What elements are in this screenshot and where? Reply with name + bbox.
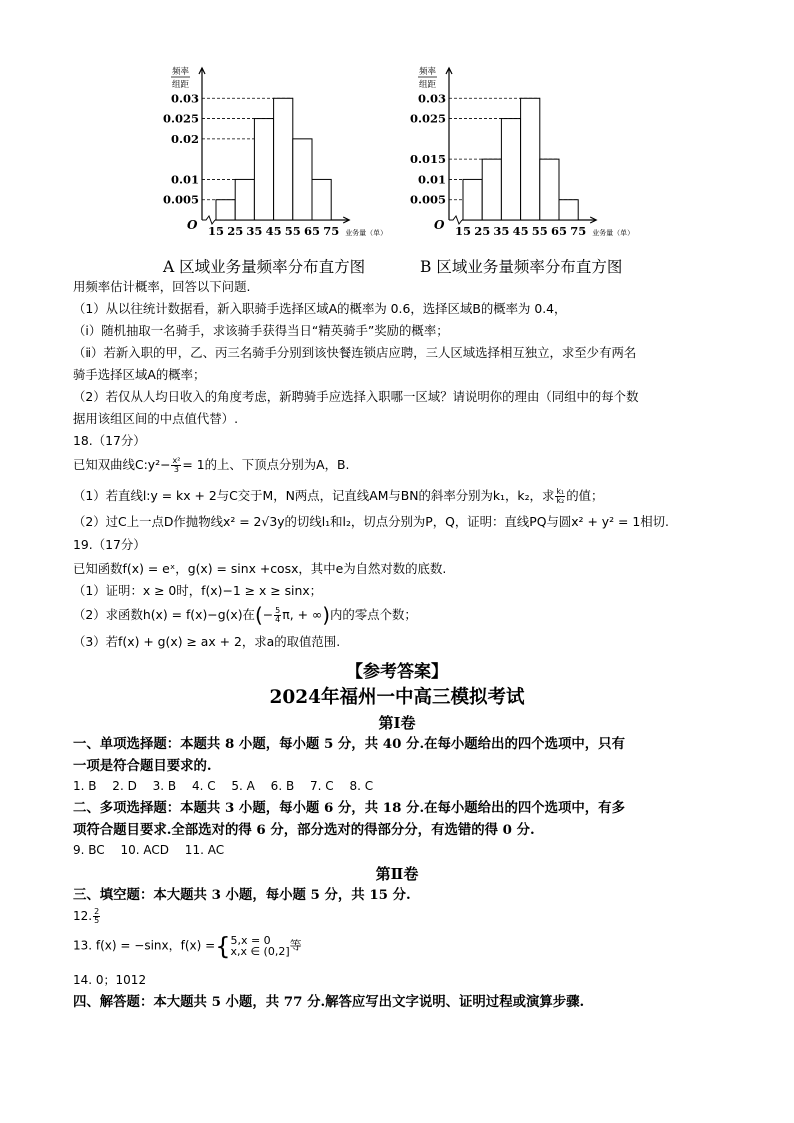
q18-part1 <box>73 488 603 505</box>
y-tick-label: 0.01 <box>417 172 446 187</box>
q18-part2: （2）过C上一点D作抛物线x² = 2√3y的切线l₁和l₂，切点分别为P，Q，证明：直线PQ与圆x² + y² = 1相切. <box>73 514 669 529</box>
frac-den: 5 <box>94 916 100 925</box>
y-tick-label: 0.03 <box>417 91 446 106</box>
x-tick-label: 65 <box>550 224 568 238</box>
y-label-top: 频率 <box>172 67 190 77</box>
answer-14: 14. 0；1012 <box>73 973 147 987</box>
answer-12-label: 12. <box>73 909 93 923</box>
y-tick-label: 0.03 <box>170 91 199 106</box>
histogram-bar <box>274 98 293 220</box>
fraction-k1-over-k2 <box>555 488 565 505</box>
y-label-bottom: 组距 <box>172 80 190 90</box>
x-tick-label: 15 <box>207 224 225 238</box>
x-tick-label: 35 <box>246 224 263 238</box>
paren-right: ) <box>322 603 331 627</box>
x-tick-label: 35 <box>493 224 510 238</box>
answer-12 <box>73 908 101 925</box>
q18-line1-pre: 已知双曲线C:y²− <box>73 457 171 472</box>
answer-13-pre: 13. f(x) = −sinx，f(x) = <box>73 938 216 953</box>
reference-answer-title: 【参考答案】 <box>346 662 448 682</box>
y-tick-label: 0.005 <box>162 192 199 207</box>
section1-answers: 1. B 2. D 3. B 4. C 5. A 6. B 7. C 8. C <box>73 779 374 793</box>
caption-region-b: B 区域业务量频率分布直方图 <box>420 258 623 276</box>
q18-part1-post: 的值； <box>566 488 604 503</box>
section2-line1: 二、多项选择题：本题共 3 小题，每小题 6 分，共 18 分.在每小题给出的四个选项中，有多 <box>73 800 625 816</box>
exam-title: 2024年福州一中高三模拟考试 <box>269 687 525 708</box>
y-tick-label: 0.005 <box>409 192 446 207</box>
q18-part1-pre: （1）若直线l:y = kx + 2与C交于M，N两点，记直线AM与BN的斜率分别为k₁，k₂，求 <box>73 488 555 503</box>
q17-part2-line1: （2）若仅从人均日收入的角度考虑，新聘骑手应选择入职哪一区域？请说明你的理由（同组中的每个数 <box>73 389 639 404</box>
frac-num: x² <box>172 456 181 465</box>
origin-label: O <box>187 218 198 232</box>
frac-den: 4 <box>275 615 281 624</box>
histogram-bar <box>216 200 235 220</box>
section3-heading: 三、填空题：本大题共 3 小题，每小题 5 分，共 15 分. <box>73 887 411 903</box>
minus-sign: − <box>262 607 274 622</box>
frac-den: 3 <box>173 465 179 474</box>
q19-part2-pre: （2）求函数h(x) = f(x)−g(x)在 <box>73 607 255 622</box>
origin-label: O <box>434 218 445 232</box>
q19-part3: （3）若f(x) + g(x) ≥ ax + 2，求a的取值范围. <box>73 634 341 649</box>
fraction-x2-over-3 <box>171 457 181 474</box>
q18-line1-post: = 1的上、下顶点分别为A，B. <box>182 457 350 472</box>
y-tick-label: 0.015 <box>409 152 446 167</box>
q17-part1-ii-line2: 骑手选择区域A的概率； <box>73 367 206 382</box>
histogram-bar <box>293 139 312 220</box>
section1-line2: 一项是符合题目要求的. <box>73 758 212 774</box>
q19-part1: （1）证明：x ≥ 0时，f(x)−1 ≥ x ≥ sinx； <box>73 583 323 598</box>
x-tick-label: 15 <box>454 224 472 238</box>
x-tick-label: 65 <box>303 224 321 238</box>
x-tick-label: 45 <box>265 224 282 238</box>
section2-answers: 9. BC 10. ACD 11. AC <box>73 843 225 857</box>
frac-num: k₁ <box>556 487 565 496</box>
frac-num: 5 <box>275 606 281 615</box>
y-label-bottom: 组距 <box>419 80 437 90</box>
x-tick-label: 75 <box>323 224 340 238</box>
fraction-5-over-4 <box>274 607 281 624</box>
y-tick-label: 0.025 <box>162 111 199 126</box>
section2-line2: 项符合题目要求.全部选对的得 6 分，部分选对的得部分分，有选错的得 0 分. <box>73 822 535 838</box>
q17-part1-i: （ⅰ）随机抽取一名骑手，求该骑手获得当日“精英骑手”奖励的概率； <box>73 323 449 338</box>
y-tick-label: 0.025 <box>409 111 446 126</box>
volume-1-heading: 第Ⅰ卷 <box>378 714 416 732</box>
case-2: x,x ∈ (0,2] <box>230 945 290 958</box>
interval-rest: π, + ∞ <box>282 607 323 622</box>
q17-part2-line2: 据用该组区间的中点值代替）. <box>73 411 239 426</box>
answer-13 <box>73 932 302 961</box>
histogram-bar <box>540 159 559 220</box>
q19-heading: 19.（17分） <box>73 537 146 552</box>
histogram-bar <box>312 179 331 220</box>
fraction-2-over-5 <box>93 908 100 925</box>
x-tick-label: 55 <box>531 224 548 238</box>
axis-break-icon <box>202 216 215 224</box>
q17-part1-ii-line1: （ⅱ）若新入职的甲，乙、丙三名骑手分别到该快餐连锁店应聘，三人区域选择相互独立，求至少有两名 <box>73 345 637 360</box>
q19-line1: 已知函数f(x) = eˣ，g(x) = sinx +cosx，其中e为自然对数的底数. <box>73 561 447 576</box>
volume-2-heading: 第Ⅱ卷 <box>375 865 419 883</box>
answer-13-post: 等 <box>289 938 302 953</box>
case-1: 5,x = 0 <box>230 934 271 947</box>
histogram-bar <box>559 200 578 220</box>
histogram-region-b <box>397 60 635 250</box>
frac-den: k₂ <box>556 496 565 505</box>
x-axis-label: 业务量（单） <box>592 229 635 237</box>
axis-break-icon <box>449 216 462 224</box>
q17-part1: （1）从以往统计数据看，新入职骑手选择区域A的概率为 0.6，选择区域B的概率为 0.4， <box>73 301 567 316</box>
q19-part2-post: 内的零点个数； <box>330 607 417 622</box>
x-tick-label: 25 <box>474 224 491 238</box>
piecewise-cases <box>230 935 289 957</box>
histogram-bar <box>521 98 540 220</box>
histogram-bar <box>463 179 482 220</box>
section4-heading: 四、解答题：本大题共 5 小题，共 77 分.解答应写出文字说明、证明过程或演算步骤. <box>73 994 585 1010</box>
y-tick-label: 0.02 <box>170 131 199 146</box>
q18-line1 <box>73 457 349 474</box>
histogram-bar <box>501 119 520 220</box>
x-tick-label: 45 <box>512 224 529 238</box>
caption-region-a: A 区域业务量频率分布直方图 <box>163 258 366 276</box>
y-label-top: 频率 <box>419 67 437 77</box>
q17-intro: 用频率估计概率，回答以下问题. <box>73 279 251 294</box>
x-tick-label: 55 <box>284 224 301 238</box>
y-tick-label: 0.01 <box>170 172 199 187</box>
frac-num: 2 <box>94 907 100 916</box>
paren-left: ( <box>254 603 263 627</box>
histogram-region-a <box>150 60 388 250</box>
q19-part2 <box>73 603 417 627</box>
brace-icon: { <box>215 932 231 961</box>
histogram-bar <box>235 179 254 220</box>
x-axis-label: 业务量（单） <box>345 229 388 237</box>
histogram-bar <box>482 159 501 220</box>
section1-line1: 一、单项选择题：本题共 8 小题，每小题 5 分，共 40 分.在每小题给出的四个选项中，只有 <box>73 736 625 752</box>
x-tick-label: 75 <box>570 224 587 238</box>
q18-heading: 18.（17分） <box>73 433 146 448</box>
histogram-bar <box>254 119 273 220</box>
x-tick-label: 25 <box>227 224 244 238</box>
